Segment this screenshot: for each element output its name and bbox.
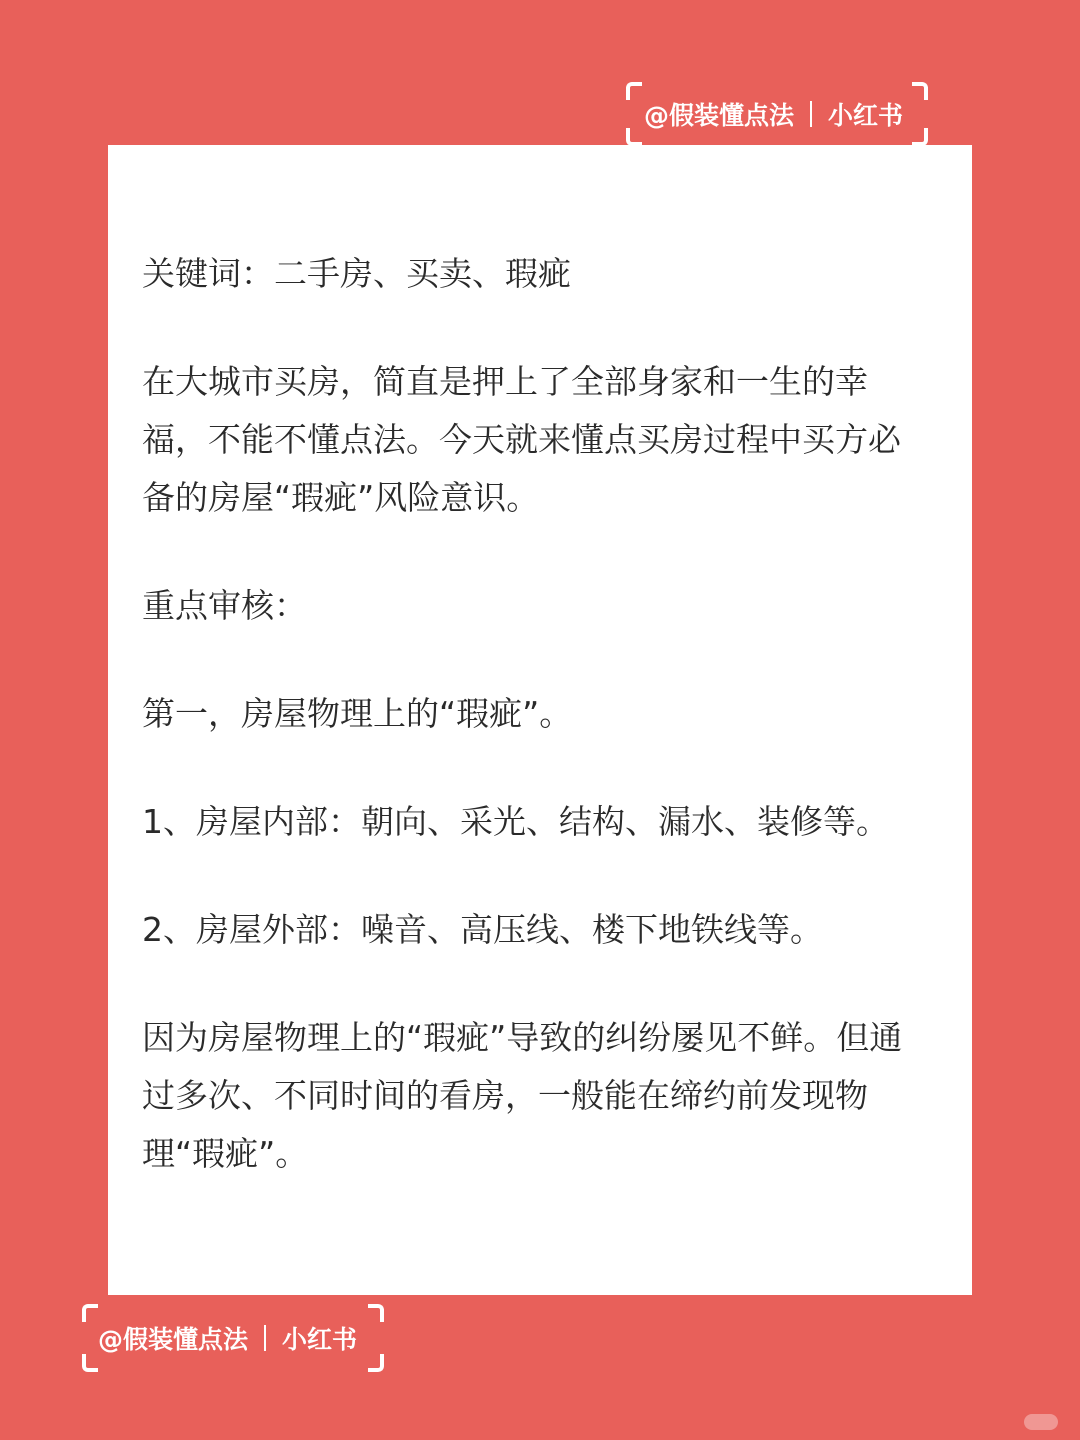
list-item-interior: 1、房屋内部：朝向、采光、结构、漏水、装修等。: [142, 802, 889, 841]
point-one-heading: 第一，房屋物理上的“瑕疵”。: [142, 694, 573, 733]
bracket-corner-icon: [368, 1304, 384, 1322]
watermark-bottom: [82, 1304, 384, 1372]
bracket-corner-icon: [82, 1354, 98, 1372]
bracket-corner-icon: [626, 128, 642, 146]
keywords-paragraph: 关键词：二手房、买卖、瑕疵: [142, 254, 571, 293]
watermark-brand-logo: 小红书: [828, 101, 904, 130]
watermark-separator: [264, 1325, 266, 1351]
section-heading: 重点审核：: [142, 586, 307, 625]
article-card: [108, 145, 972, 1295]
intro-paragraph: 在大城市买房，简直是押上了全部身家和一生的幸福，不能不懂点法。今天就来懂点买房过程中买方必备的房屋“瑕疵”风险意识。: [142, 362, 901, 517]
watermark-separator: [810, 101, 812, 127]
watermark-handle: @假装懂点法: [98, 1325, 249, 1354]
bracket-corner-icon: [912, 128, 928, 146]
watermark-brand-logo: 小红书: [282, 1325, 358, 1354]
watermark-handle: @假装懂点法: [644, 101, 795, 130]
corner-watermark-badge: [1024, 1414, 1058, 1430]
bracket-corner-icon: [368, 1354, 384, 1372]
bracket-corner-icon: [626, 82, 642, 100]
bracket-corner-icon: [82, 1304, 98, 1322]
conclusion-paragraph: 因为房屋物理上的“瑕疵”导致的纠纷屡见不鲜。但通过多次、不同时间的看房，一般能在缔约前发现物理“瑕疵”。: [142, 1018, 903, 1173]
bracket-corner-icon: [912, 82, 928, 100]
watermark-top: [626, 82, 928, 146]
article-body: [142, 245, 932, 1183]
list-item-exterior: 2、房屋外部：噪音、高压线、楼下地铁线等。: [142, 910, 823, 949]
